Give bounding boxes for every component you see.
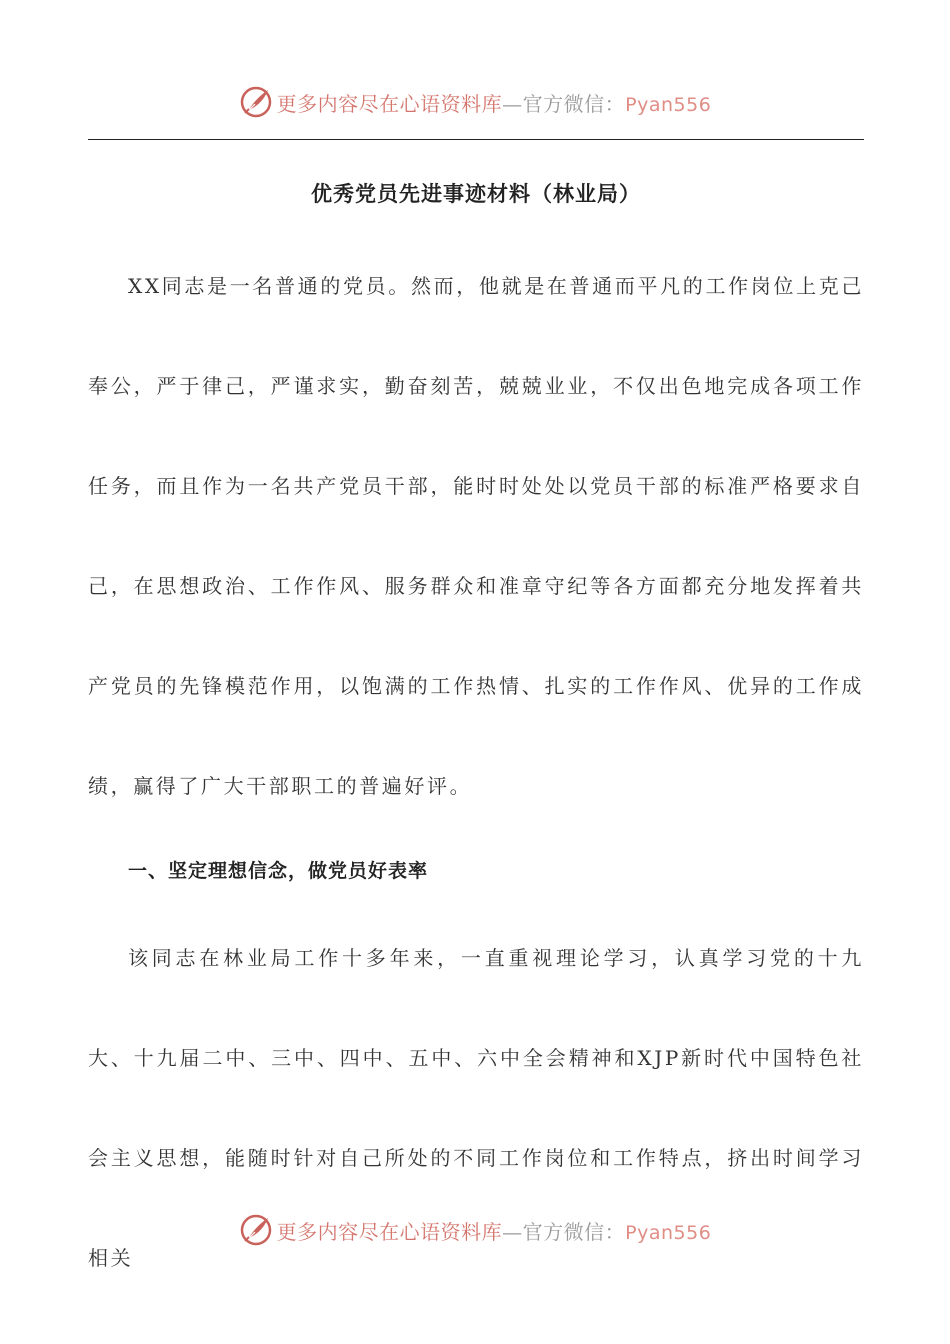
footer-wechat-label: 官方微信： <box>522 1219 626 1244</box>
quill-pen-logo-icon <box>239 1213 273 1247</box>
header-watermark-text <box>277 88 712 117</box>
footer-wechat-id: Pyan556 <box>625 1221 712 1244</box>
section-heading-1: 一、坚定理想信念，做党员好表率 <box>128 860 429 882</box>
footer-lead-text: 更多内容尽在心语资料库 <box>276 1219 503 1244</box>
header-divider <box>88 139 864 140</box>
header-wechat-label: 官方微信： <box>522 91 626 116</box>
header-watermark <box>0 78 950 126</box>
paragraph-section-1: 该同志在林业局工作十多年来，一直重视理论学习，认真学习党的十九大、十九届二中、三中、四中、五中、六中全会精神和XJP新时代中国特色社会主义思想，能随时针对自己所处的不同工作岗位和工作特点，挤出时间学习相关 <box>88 946 864 1270</box>
header-lead-text: 更多内容尽在心语资料库 <box>276 91 503 116</box>
paragraph-intro: XX同志是一名普通的党员。然而，他就是在普通而平凡的工作岗位上克己奉公，严于律己，严谨求实，勤奋刻苦，兢兢业业，不仅出色地完成各项工作任务，而且作为一名共产党员干部，能时时处处以党员干部的标准严格要求自己，在思想政治、工作作风、服务群众和准章守纪等各方面都充分地发挥着共产党员的先锋模范作用，以饱满的工作热情、扎实的工作作风、优异的工作成绩，赢得了广大干部职工的普遍好评。 <box>88 274 864 798</box>
document-title: 优秀党员先进事迹材料（林业局） <box>311 182 641 206</box>
footer-dash: — <box>502 1219 523 1244</box>
header-dash: — <box>502 91 523 116</box>
footer-watermark-text <box>277 1216 712 1245</box>
footer-watermark <box>0 1206 950 1254</box>
header-wechat-id: Pyan556 <box>625 93 712 116</box>
quill-pen-logo-icon <box>239 85 273 119</box>
